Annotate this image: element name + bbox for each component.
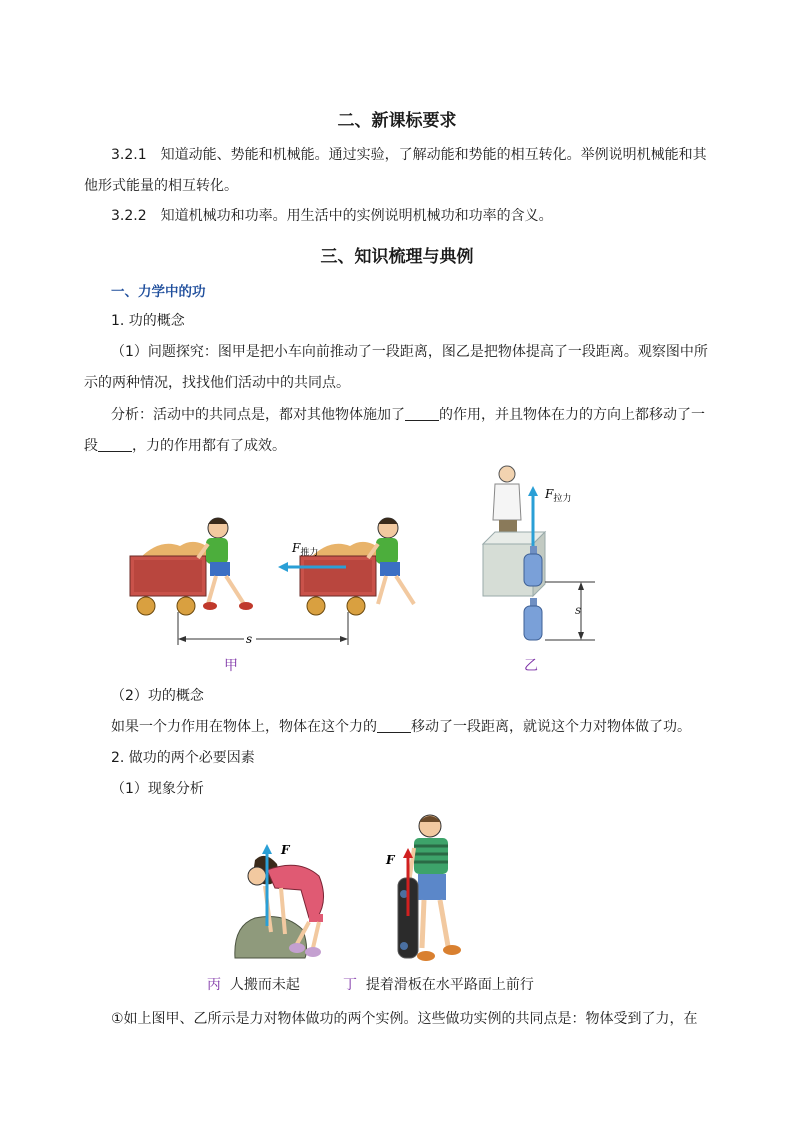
standard-3-2-1-line2: 他形式能量的相互转化。 [84, 178, 238, 194]
two-factors-heading: 2. 做功的两个必要因素 [111, 750, 255, 766]
caption-ding-label: 丁 [343, 977, 357, 993]
analysis-line2 [84, 436, 286, 456]
caption-bing-label: 丙 [207, 977, 221, 993]
pull-force-arrowhead [528, 486, 538, 496]
work-definition [111, 717, 691, 737]
fill-blank-3[interactable] [377, 718, 411, 733]
standard-3-2-1-line1: 3.2.1 知道动能、势能和机械能。通过实验，了解动能和势能的相互转化。举例说明机械能和其 [111, 147, 707, 163]
force-label-ding: F [386, 853, 395, 867]
analysis-text-d: ，力的作用都有了成效。 [132, 438, 286, 454]
pull-force-label: $F_{拉力}$ [545, 487, 572, 504]
problem-inquiry-line1: （1）问题探究：图甲是把小车向前推动了一段距离，图乙是把物体提高了一段距离。观察图中所 [111, 344, 708, 360]
figure-yi-lift-object [475, 462, 605, 647]
subsection-mechanical-work: 一、力学中的功 [111, 284, 206, 300]
section-2-title: 二、新课标要求 [337, 111, 457, 131]
distance-label-yi: s [575, 603, 582, 617]
figure-jia-push-cart [120, 500, 420, 655]
definition-text-b: 移动了一段距离，就说这个力对物体做了功。 [411, 719, 691, 735]
phenomenon-analysis-heading: （1）现象分析 [111, 781, 204, 797]
caption-jia: 甲 [224, 658, 238, 674]
figure-bing-lift-rock [205, 830, 345, 960]
caption-bing-desc: 人搬而未起 [229, 977, 300, 993]
analysis-text-a: 分析：活动中的共同点是，都对其他物体施加了 [111, 407, 405, 423]
analysis-text-c: 段 [84, 438, 98, 454]
distance-label-jia: s [246, 632, 253, 646]
push-force-arrowhead [278, 562, 288, 572]
fill-blank-2[interactable] [98, 437, 132, 452]
push-force-label: $F_{推力}$ [292, 541, 319, 558]
bottle-lowered [524, 598, 542, 640]
work-concept-heading: 1. 功的概念 [111, 313, 185, 329]
fill-blank-1[interactable] [405, 406, 439, 421]
caption-bing [207, 974, 300, 994]
section-3-title: 三、知识梳理与典例 [320, 247, 474, 267]
force-label-bing: F [281, 843, 290, 857]
caption-ding [343, 974, 534, 994]
figure-ding-carry-skateboard [382, 808, 472, 973]
analysis-text-b: 的作用，并且物体在力的方向上都移动了一 [439, 407, 705, 423]
caption-yi: 乙 [524, 658, 538, 674]
phenomenon-analysis-1: ①如上图甲、乙所示是力对物体做功的两个实例。这些做功实例的共同点是：物体受到了力，在 [111, 1011, 698, 1027]
work-definition-heading: （2）功的概念 [111, 688, 204, 704]
definition-text-a: 如果一个力作用在物体上，物体在这个力的 [111, 719, 377, 735]
problem-inquiry-line2: 示的两种情况，找找他们活动中的共同点。 [84, 375, 350, 391]
caption-ding-desc: 提着滑板在水平路面上前行 [365, 977, 534, 993]
analysis-line1 [111, 405, 705, 425]
force-arrowhead-bing [262, 844, 272, 854]
standard-3-2-2: 3.2.2 知道机械功和功率。用生活中的实例说明机械功和功率的含义。 [111, 208, 553, 224]
